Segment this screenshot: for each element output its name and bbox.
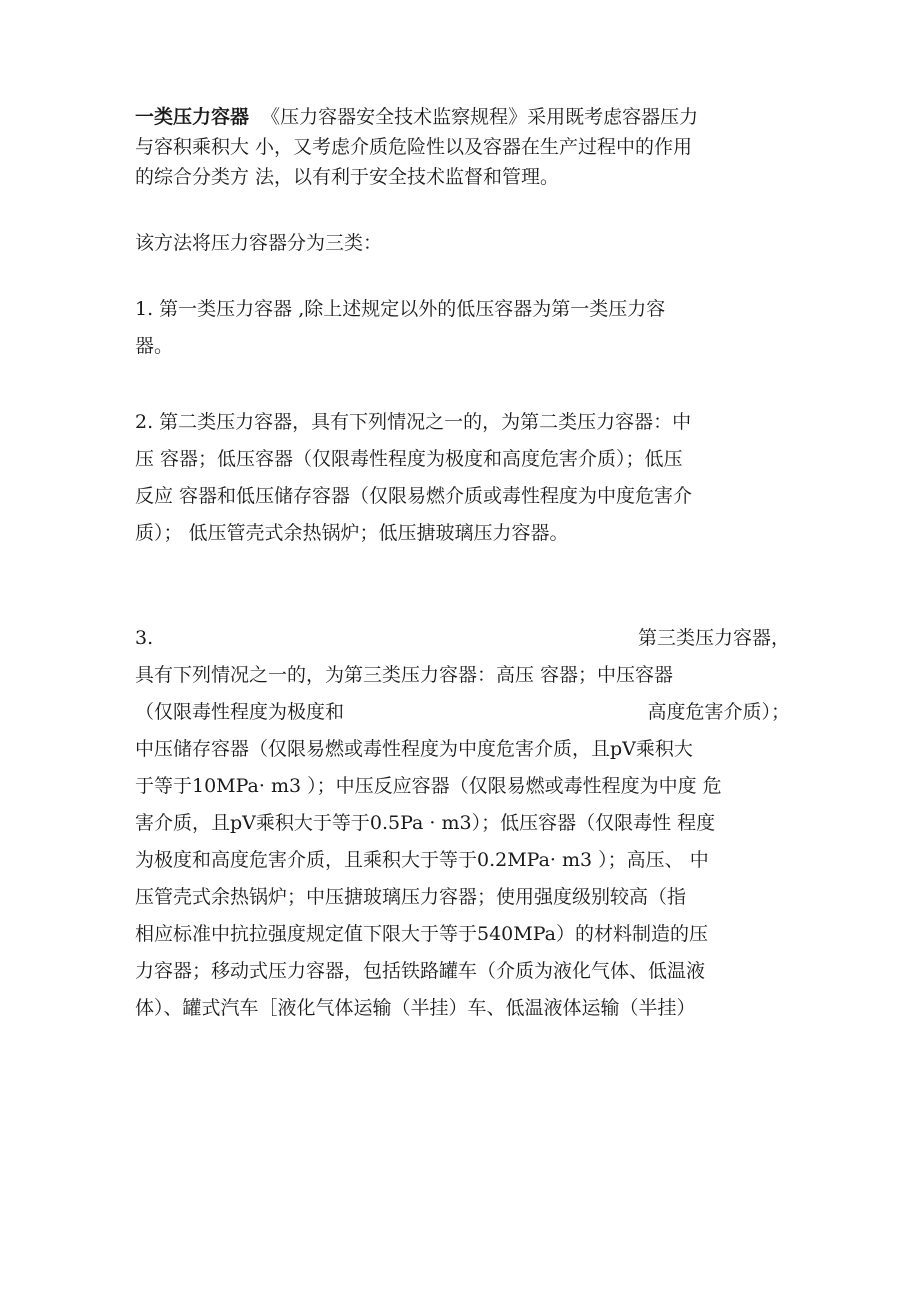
list-line: 具有下列情况之一的，为第三类压力容器：高压 容器；中压容器: [135, 664, 674, 686]
intro-line: 与容积乘积大 小，又考虑介质危险性以及容器在生产过程中的作用: [135, 136, 693, 158]
list-line: [135, 694, 790, 731]
list-line: 压管壳式余热锅炉；中压搪玻璃压力容器；使用强度级别较高（指: [135, 886, 687, 908]
list-fragment: 高度危害介质）；: [647, 701, 790, 723]
list-line: 于等于10MPa· m3 ）；中压反应容器（仅限易燃或毒性程度为中度 危: [135, 775, 722, 797]
list-line: 1. 第一类压力容器 ,除上述规定以外的低压容器为第一类压力容: [135, 298, 666, 320]
list-number: 3.: [135, 627, 154, 649]
list-item-3: [135, 620, 790, 1027]
list-line: 反应 容器和低压储存容器（仅限易燃介质或毒性程度为中度危害介: [135, 485, 693, 507]
list-line: 器。: [135, 335, 174, 357]
list-item-2: [135, 404, 790, 552]
list-line: 害介质，且pV乘积大于等于0.5Pa · m3）；低压容器（仅限毒性 程度: [135, 812, 716, 834]
list-line: [135, 620, 790, 657]
intro-paragraph: [135, 102, 790, 192]
intro-line: 《压力容器安全技术监察规程》采用既考虑容器压力: [261, 106, 699, 128]
list-line: 为极度和高度危害介质，且乘积大于等于0.2MPa· m3 ）；高压、 中: [135, 849, 709, 871]
list-line: 力容器；移动式压力容器，包括铁路罐车（介质为液化气体、低温液: [135, 960, 706, 982]
list-line: 相应标准中抗拉强度规定值下限大于等于540MPa）的材料制造的压: [135, 923, 708, 945]
intro-line: 的综合分类方 法，以有利于安全技术监督和管理。: [135, 166, 560, 188]
lead-sentence: 该方法将压力容器分为三类：: [135, 232, 383, 254]
list-line: 2. 第二类压力容器，具有下列情况之一的，为第二类压力容器：中: [135, 411, 692, 433]
list-item-1: [135, 291, 790, 365]
list-line: 中压储存容器（仅限易燃或毒性程度为中度危害介质，且pV乘积大: [135, 738, 693, 760]
list-line: 压 容器；低压容器（仅限毒性程度为极度和高度危害介质）；低压: [135, 448, 683, 470]
list-line: 质）； 低压管壳式余热锅炉；低压搪玻璃压力容器。: [135, 522, 569, 544]
list-fragment: （仅限毒性程度为极度和: [135, 701, 345, 723]
list-heading: 第三类压力容器，: [637, 627, 790, 649]
section-title: 一类压力容器: [135, 106, 250, 128]
list-line: 体）、罐式汽车［液化气体运输（半挂）车、低温液体运输（半挂）: [135, 997, 696, 1019]
